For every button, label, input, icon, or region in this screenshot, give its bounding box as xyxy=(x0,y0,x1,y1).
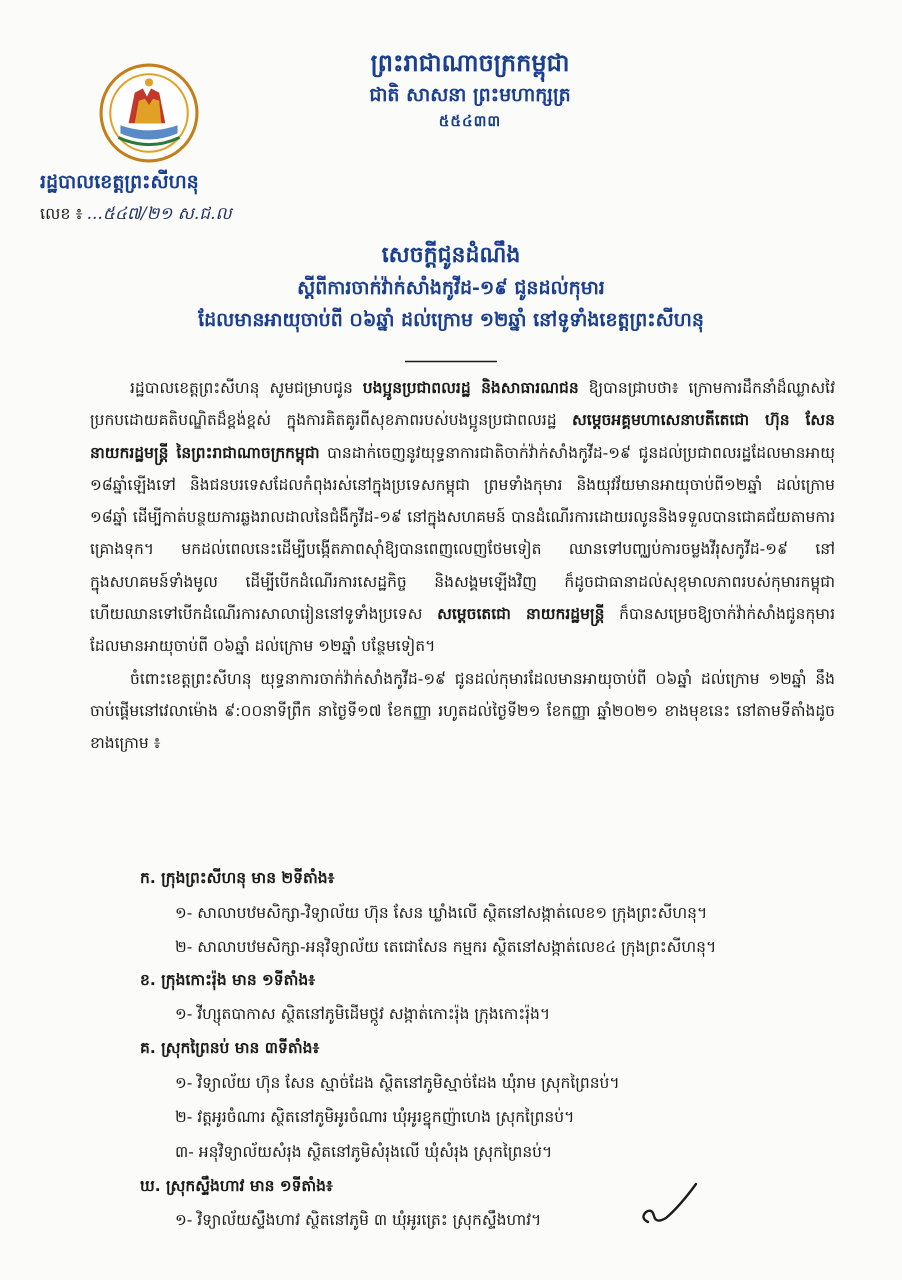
location-item: ១- សាលាបឋមសិក្សា-វិទ្យាល័យ ហ៊ុន សែន ឃ្លាំងលើ ស្ថិតនៅសង្កាត់លេខ១ ក្រុងព្រះសីហនុ។ xyxy=(175,904,708,922)
ref-label: លេខ ៖ xyxy=(40,204,83,223)
ref-value: ...៥៤៧/២១ ស.ជ.ល xyxy=(86,204,232,224)
location-item: ២- សាលាបឋមសិក្សា-អនុវិទ្យាល័យ តេជោសែន កម្មករ ស្ថិតនៅសង្កាត់លេខ៤ ក្រុងព្រះសីហនុ។ xyxy=(175,938,717,956)
location-item: ១- វិទ្យាល័យស្ទឹងហាវ ស្ថិតនៅភូមិ ៣ ឃុំអូរត្រេះ ស្រុកស្ទឹងហាវ។ xyxy=(175,1211,542,1229)
signature-initial-icon xyxy=(630,1178,710,1238)
provincial-seal-icon xyxy=(98,62,200,164)
ornament: ៥៥៤៣៣ xyxy=(438,112,502,130)
bold-prime-minister: សម្តេចអគ្គមហាសេនាបតីតេជោ ហ៊ុន សែន នាយករដ្ឋមន្ត្រី នៃព្រះរាជាណាចក្រកម្ពុជា xyxy=(90,411,835,462)
notice-body xyxy=(90,372,835,760)
location-item: ១- វីហ្សុតបាកាស ស្ថិតនៅភូមិដើមថ្កូវ សង្កាត់កោះរ៉ុង ក្រុងកោះរ៉ុង។ xyxy=(175,1005,551,1023)
location-item: ២- វត្តអូរចំណារ ស្ថិតនៅភូមិអូរចំណារ ឃុំអូរខ្នុកញ៉ាហេង ស្រុកព្រៃនប់។ xyxy=(175,1108,575,1126)
paragraph-intro: រដ្ឋបាលខេត្តព្រះសីហនុ សូមជម្រាបជូន បងប្អូនប្រជាពលរដ្ឋ និងសាធារណជន ឱ្យបានជ្រាបថា៖ ក្រោមការដឹកនាំដ៏ឈ្លាសវៃ ប្រកបដោយគតិបណ្ឌិតដ៏ខ្ពង់ខ្ពស់ ក្នុងការគិតគូរពីសុខភាពរបស់បងប្អូនប្រជាពលរដ្ឋ សម្តេចអគ្គមហាសេនាបតីតេជោ ហ៊ុន សែន នាយករដ្ឋមន្ត្រី នៃព្រះរាជាណាចក្រកម្ពុជា បានដាក់ចេញនូវយុទ្ធនាការជាតិចាក់វ៉ាក់សាំងកូវីដ-១៩ ជូនដល់ប្រជាពលរដ្ឋដែលមានអាយុ ១៨ឆ្នាំឡើងទៅ និងជនបរទេសដែលកំពុងរស់នៅក្នុងប្រទេសកម្ពុជា ព្រមទាំងកុមារ និងយុវវ័យមានអាយុចាប់ពី១២ឆ្នាំ ដល់ក្រោម ១៨ឆ្នាំ ដើម្បីកាត់បន្ថយការឆ្លងរាលដាលនៃជំងឺកូវីដ-១៩ នៅក្នុងសហគមន៍ បានដំណើរការដោយរលូននិងទទួលបានជោគជ័យតាមការគ្រោងទុក។ មកដល់ពេលនេះដើម្បីបង្កើតភាពស៊ាំឱ្យបានពេញលេញថែមទៀត ឈានទៅបញ្ឈប់ការចម្លងវីរុសកូវីដ-១៩ នៅក្នុងសហគមន៍ទាំងមូល ដើម្បីបើកដំណើរការសេដ្ឋកិច្ច និងសង្គមឡើងវិញ ក៏ដូចជាធានាដល់សុខុមាលភាពរបស់កុមារកម្ពុជា ហើយឈានទៅបើកដំណើរការសាលារៀននៅទូទាំងប្រទេស សម្តេចតេជោ នាយករដ្ឋមន្ត្រី ក៏បានសម្រេចឱ្យចាក់វ៉ាក់សាំងជូនកុមារដែលមានអាយុចាប់ពី ០៦ឆ្នាំ ដល់ក្រោម ១២ឆ្នាំ បន្ថែមទៀត។ xyxy=(90,379,835,656)
location-item: ១- វិទ្យាល័យ ហ៊ុន សែន ស្មាច់ដែង ស្ថិតនៅភូមិស្មាច់ដែង ឃុំរាម ស្រុកព្រៃនប់។ xyxy=(175,1074,620,1092)
title-divider xyxy=(405,360,497,363)
kingdom-heading xyxy=(300,46,640,132)
section-heading: ក. ក្រុងព្រះសីហនុ មាន ២ទីតាំង៖ xyxy=(140,869,335,887)
section-heading: ខ. ក្រុងកោះរ៉ុង មាន ១ទីតាំង៖ xyxy=(140,971,316,989)
title-subject: ស្តីពីការចាក់វ៉ាក់សាំងកូវីដ-១៩ ជូនដល់កុមារ xyxy=(297,277,605,299)
kingdom-name: ព្រះរាជាណាចក្រកម្ពុជា xyxy=(370,48,570,77)
document-title xyxy=(60,238,842,336)
bold-samdech: សម្តេចតេជោ នាយករដ្ឋមន្ត្រី xyxy=(437,605,605,624)
title-scope: ដែលមានអាយុចាប់ពី ០៦ឆ្នាំ ដល់ក្រោម ១២ឆ្នាំ នៅទូទាំងខេត្តព្រះសីហនុ xyxy=(198,309,704,331)
title-main: សេចក្តីជូនដំណឹង xyxy=(381,242,521,268)
reference-number xyxy=(40,203,232,228)
section-heading: ឃ. ស្រុកស្ទឹងហាវ មាន ១ទីតាំង៖ xyxy=(140,1177,333,1195)
issuing-authority: រដ្ឋបាលខេត្តព្រះសីហនុ xyxy=(40,171,199,193)
paragraph-schedule: ចំពោះខេត្តព្រះសីហនុ យុទ្ធនាការចាក់វ៉ាក់សាំងកូវីដ-១៩ ជូនដល់កុមារដែលមានអាយុចាប់ពី ០៦ឆ្នាំ ដល់ក្រោម ១២ឆ្នាំ នឹងចាប់ផ្តើមនៅវេលាម៉ោង ៩:០០នាទីព្រឹក នាថ្ងៃទី១៧ ខែកញ្ញា រហូតដល់ថ្ងៃទី២១ ខែកញ្ញា ឆ្នាំ២០២១ ខាងមុខនេះ នៅតាមទីតាំងដូចខាងក្រោម ៖ xyxy=(90,669,835,753)
national-motto: ជាតិ សាសនា ព្រះមហាក្សត្រ xyxy=(369,84,571,106)
location-item: ៣- អនុវិទ្យាល័យសំរុង ស្ថិតនៅភូមិសំរុងលើ ឃុំសំរុង ស្រុកព្រៃនប់។ xyxy=(175,1143,553,1161)
section-heading: គ. ស្រុកព្រៃនប់ មាន ៣ទីតាំង៖ xyxy=(140,1039,320,1057)
bold-citizens: បងប្អូនប្រជាពលរដ្ឋ និងសាធារណជន xyxy=(362,379,579,397)
